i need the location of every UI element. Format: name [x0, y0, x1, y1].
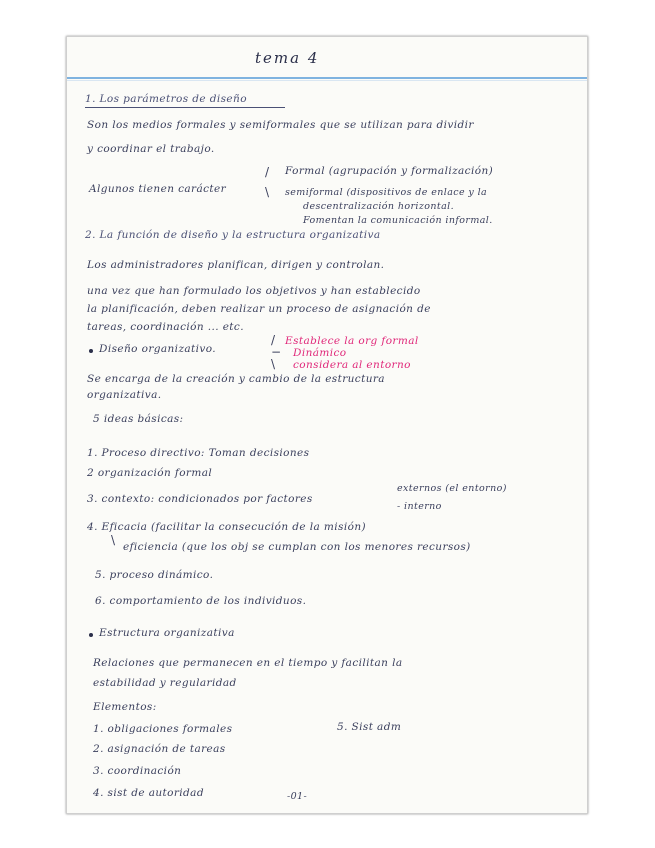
- relaciones-line-2: estabilidad y regularidad: [93, 677, 237, 689]
- se-encarga-line-1: Se encarga de la creación y cambio de la estructura: [87, 373, 385, 385]
- formal-text: Formal (agrupación y formalización): [285, 165, 494, 177]
- elementos-heading: Elementos:: [93, 701, 157, 713]
- branch-backslash-icon-2: \: [111, 533, 116, 547]
- idea-3-externos: externos (el entorno): [397, 483, 507, 494]
- semiformal-text-2: descentralización horizontal.: [303, 201, 455, 212]
- section-2-line-3: la planificación, deben realizar un proceso de asignación de: [87, 303, 431, 315]
- section-2-heading: 2. La función de diseño y la estructura organizativa: [85, 229, 381, 241]
- page-top-rule: [67, 77, 587, 79]
- branch-slash-icon: /: [265, 165, 270, 179]
- semiformal-text-1: semiformal (dispositivos de enlace y la: [285, 187, 488, 198]
- bullet-icon-2: [89, 633, 93, 637]
- pink-note-1: Establece la org formal: [285, 335, 419, 347]
- element-3: 3. coordinación: [93, 765, 182, 777]
- se-encarga-line-2: organizativa.: [87, 389, 162, 401]
- section-2-line-2: una vez que han formulado los objetivos y han establecido: [87, 285, 421, 297]
- element-1: 1. obligaciones formales: [93, 723, 233, 735]
- page-number: -01-: [287, 791, 308, 802]
- bullet-icon: [89, 349, 93, 353]
- element-5: 5. Sist adm: [337, 721, 402, 733]
- section-2-line-1: Los administradores planifican, dirigen y controlan.: [87, 259, 385, 271]
- branch-backslash-icon-pink: \: [271, 357, 276, 371]
- algunos-text: Algunos tienen carácter: [89, 183, 227, 195]
- idea-3: 3. contexto: condicionados por factores: [87, 493, 313, 505]
- section-2-line-4: tareas, coordinación ... etc.: [87, 321, 244, 333]
- idea-4-eficiencia: eficiencia (que los obj se cumplan con los menores recursos): [123, 541, 471, 553]
- branch-dash-icon-pink: −: [271, 345, 282, 359]
- ideas-heading: 5 ideas básicas:: [93, 413, 184, 425]
- notebook-page: [66, 36, 588, 814]
- estructura-heading: Estructura organizativa: [99, 627, 235, 639]
- branch-backslash-icon: \: [265, 185, 270, 199]
- element-2: 2. asignación de tareas: [93, 743, 226, 755]
- semiformal-text-3: Fomentan la comunicación informal.: [303, 215, 493, 226]
- idea-2: 2 organización formal: [87, 467, 213, 479]
- element-4: 4. sist de autoridad: [93, 787, 204, 799]
- section-1-line-1: Son los medios formales y semiformales que se utilizan para dividir: [87, 119, 474, 131]
- idea-1: 1. Proceso directivo: Toman decisiones: [87, 447, 310, 459]
- page-title: tema 4: [255, 49, 320, 67]
- branch-slash-icon-pink: /: [271, 333, 276, 347]
- pink-note-2: Dinámico: [293, 347, 347, 359]
- section-1-heading: 1. Los parámetros de diseño: [85, 93, 247, 105]
- idea-5: 5. proceso dinámico.: [95, 569, 214, 581]
- diseno-organizativo: Diseño organizativo.: [99, 343, 217, 355]
- pink-note-3: considera al entorno: [293, 359, 411, 371]
- idea-4-eficacia: 4. Eficacia (facilitar la consecución de la misión): [87, 521, 366, 533]
- idea-3-interno: - interno: [397, 501, 442, 512]
- relaciones-line-1: Relaciones que permanecen en el tiempo y facilitan la: [93, 657, 403, 669]
- page-top-rule-faint: [67, 80, 587, 81]
- section-1-line-2: y coordinar el trabajo.: [87, 143, 215, 155]
- idea-6: 6. comportamiento de los individuos.: [95, 595, 307, 607]
- section-1-heading-underline: [85, 107, 285, 108]
